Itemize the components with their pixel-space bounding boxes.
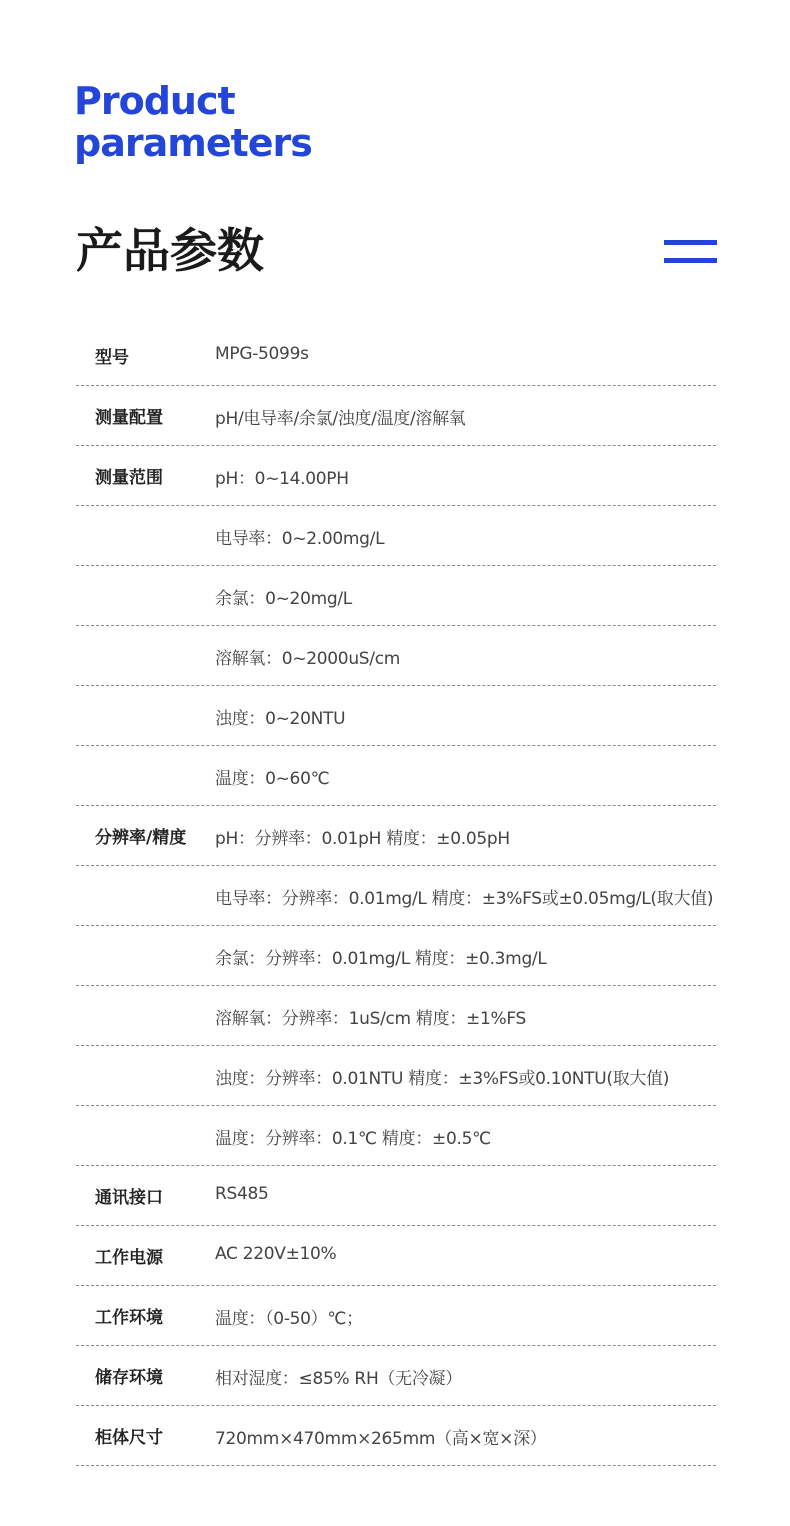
table-row: [76, 1286, 716, 1346]
param-value: MPG-5099s: [215, 344, 309, 364]
param-value: 余氯：0~20mg/L: [215, 589, 352, 609]
menu-icon: [664, 240, 717, 264]
param-label: 分辨率/精度: [95, 828, 187, 848]
param-value: pH：分辨率：0.01pH 精度：±0.05pH: [215, 829, 510, 849]
param-label: 通讯接口: [95, 1188, 163, 1208]
english-title-line-2: parameters: [74, 121, 312, 165]
table-row: [76, 446, 716, 506]
page-title: 产品参数: [76, 224, 264, 279]
table-row: [76, 986, 716, 1046]
menu-bar-top: [664, 240, 717, 245]
table-row: [76, 806, 716, 866]
table-row: [76, 926, 716, 986]
table-row: [76, 1346, 716, 1406]
table-row: [76, 626, 716, 686]
param-value: 温度：分辨率：0.1℃ 精度：±0.5℃: [215, 1129, 491, 1149]
param-value: 温度：0~60℃: [215, 769, 330, 789]
param-value: RS485: [215, 1184, 269, 1204]
param-value: 相对湿度：≤85% RH（无冷凝）: [215, 1369, 462, 1389]
param-label: 柜体尺寸: [95, 1428, 163, 1448]
parameter-table: [76, 326, 716, 1466]
param-label: 测量范围: [95, 468, 163, 488]
param-value: AC 220V±10%: [215, 1244, 337, 1264]
menu-bar-bottom: [664, 258, 717, 263]
param-value: 余氯：分辨率：0.01mg/L 精度：±0.3mg/L: [215, 949, 547, 969]
english-title-line-1: Product: [74, 79, 235, 123]
param-label: 工作电源: [95, 1248, 163, 1268]
table-row: [76, 1406, 716, 1466]
param-value: 720mm×470mm×265mm（高×宽×深）: [215, 1429, 547, 1449]
table-row: [76, 326, 716, 386]
param-value: 电导率：0~2.00mg/L: [215, 529, 385, 549]
param-value: pH/电导率/余氯/浊度/温度/溶解氧: [215, 409, 466, 429]
table-row: [76, 1046, 716, 1106]
table-row: [76, 386, 716, 446]
param-label: 型号: [95, 348, 129, 368]
table-row: [76, 866, 716, 926]
param-label: 测量配置: [95, 408, 163, 428]
english-title: [74, 80, 312, 164]
table-row: [76, 1226, 716, 1286]
table-row: [76, 1166, 716, 1226]
param-value: 溶解氧：分辨率：1uS/cm 精度：±1%FS: [215, 1009, 527, 1029]
param-label: 工作环境: [95, 1308, 163, 1328]
table-row: [76, 1106, 716, 1166]
param-value: 温度：（0-50）℃；: [215, 1309, 363, 1329]
table-row: [76, 566, 716, 626]
param-value: 浊度：分辨率：0.01NTU 精度：±3%FS或0.10NTU(取大值): [215, 1069, 670, 1089]
table-row: [76, 746, 716, 806]
param-value: 溶解氧：0~2000uS/cm: [215, 649, 401, 669]
table-row: [76, 686, 716, 746]
param-label: 储存环境: [95, 1368, 163, 1388]
param-value: 浊度：0~20NTU: [215, 709, 346, 729]
table-row: [76, 506, 716, 566]
param-value: pH：0~14.00PH: [215, 469, 349, 489]
param-value: 电导率：分辨率：0.01mg/L 精度：±3%FS或±0.05mg/L(取大值): [215, 889, 714, 909]
